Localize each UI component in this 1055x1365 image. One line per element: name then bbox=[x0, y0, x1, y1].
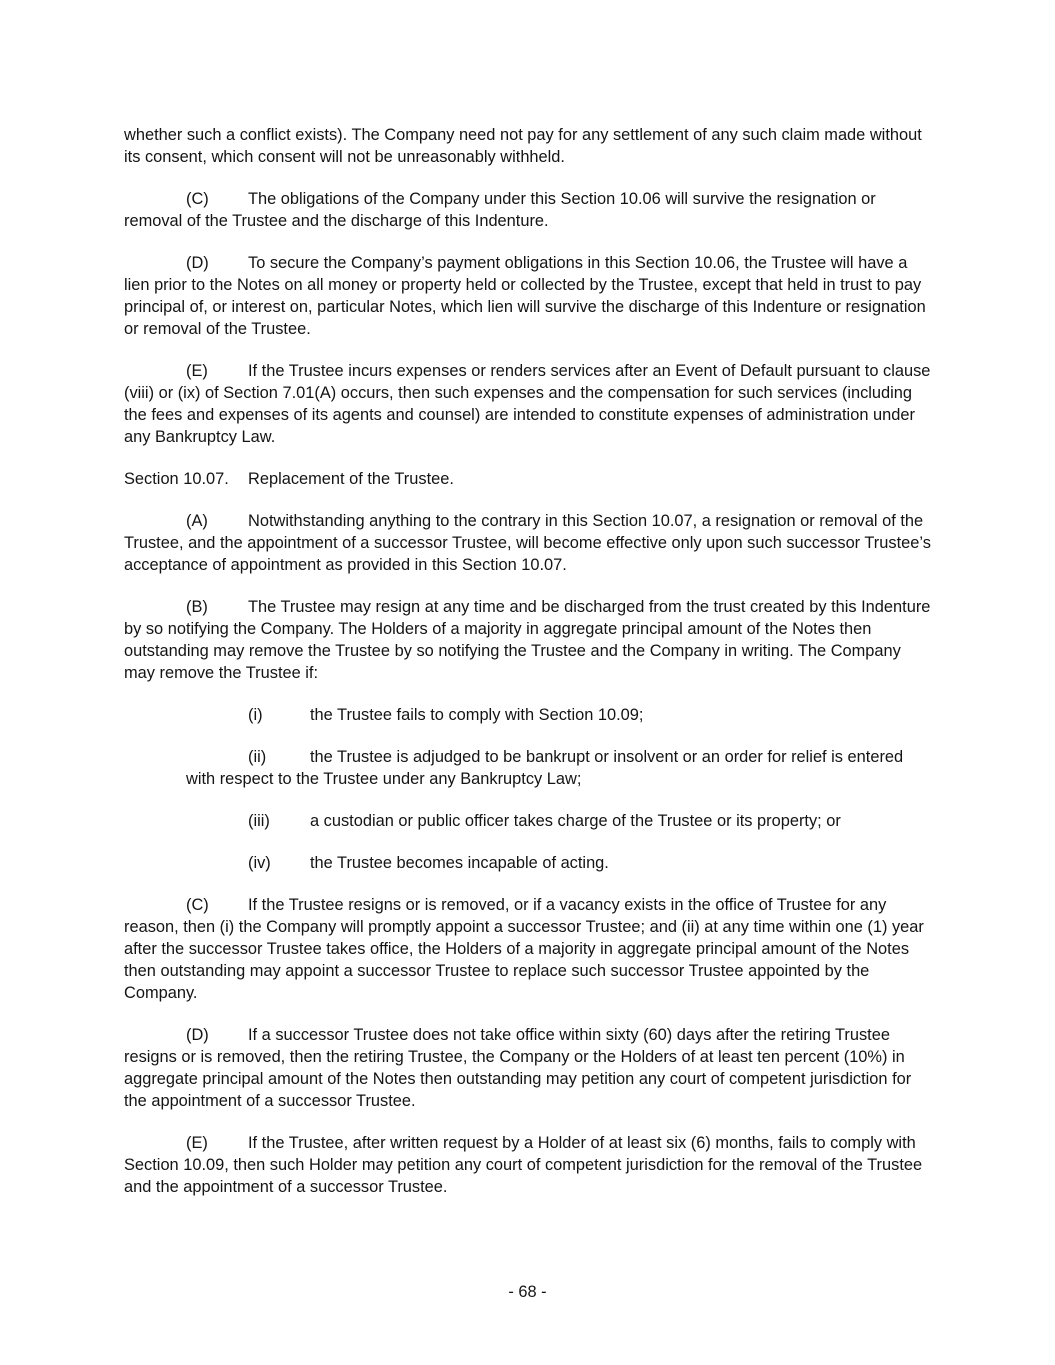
section-heading bbox=[124, 468, 936, 490]
sub-item-text: the Trustee is adjudged to be bankrupt or insolvent or an order for relief is entered with respect to the Trustee under any Bankruptcy Law; bbox=[186, 748, 904, 788]
paragraph-label: (C) bbox=[186, 190, 209, 208]
paragraph-label: (C) bbox=[186, 896, 209, 914]
paragraph-label: (E) bbox=[186, 1134, 208, 1152]
paragraph-label: (D) bbox=[186, 254, 209, 272]
paragraph-10-06-c bbox=[124, 188, 936, 232]
sub-item-text: a custodian or public officer takes charge of the Trustee or its property; or bbox=[310, 812, 841, 830]
sub-item-text: the Trustee becomes incapable of acting. bbox=[310, 854, 609, 872]
paragraph-text: The obligations of the Company under this Section 10.06 will survive the resignation or removal of the Trustee and the discharge of this Indenture. bbox=[124, 190, 876, 230]
sub-item-text: the Trustee fails to comply with Section 10.09; bbox=[310, 706, 644, 724]
sub-item-iv bbox=[186, 852, 936, 874]
paragraph-text: The Trustee may resign at any time and be discharged from the trust created by this Indenture by so notifying the Company. The Holders of a majority in aggregate principal amount of the Notes then outstanding may remove the Trustee by so notifying the Trustee and the Company in writing. The Company may remove the Trustee if: bbox=[124, 598, 931, 682]
section-title: Replacement of the Trustee. bbox=[248, 470, 454, 488]
paragraph-label: (E) bbox=[186, 362, 208, 380]
sub-item-i bbox=[186, 704, 936, 726]
sub-item-ii bbox=[186, 746, 936, 790]
paragraph-text: If a successor Trustee does not take office within sixty (60) days after the retiring Trustee resigns or is removed, then the retiring Trustee, the Company or the Holders of at least ten percent (10%) in aggregate principal amount of the Notes then outstanding may petition any court of competent jurisdiction for the appointment of a successor Trustee. bbox=[124, 1026, 912, 1110]
paragraph-10-07-d bbox=[124, 1024, 936, 1112]
paragraph-text: If the Trustee, after written request by a Holder of at least six (6) months, fails to comply with Section 10.09, then such Holder may petition any court of competent jurisdiction for the removal of the Trustee and the appointment of a successor Trustee. bbox=[124, 1134, 923, 1196]
paragraph-text: If the Trustee incurs expenses or renders services after an Event of Default pursuant to clause (viii) or (ix) of Section 7.01(A) occurs, then such expenses and the compensation for such services (including the fees and expenses of its agents and counsel) are intended to constitute expenses of administration under any Bankruptcy Law. bbox=[124, 362, 931, 446]
paragraph-text: Notwithstanding anything to the contrary in this Section 10.07, a resignation or removal of the Trustee, and the appointment of a successor Trustee, will become effective only upon such successor Trustee’s acceptance of appointment as provided in this Section 10.07. bbox=[124, 512, 931, 574]
paragraph-10-06-e bbox=[124, 360, 936, 448]
continuation-paragraph: whether such a conflict exists). The Company need not pay for any settlement of any such claim made without its consent, which consent will not be unreasonably withheld. bbox=[124, 126, 922, 166]
sub-item-label: (iv) bbox=[248, 854, 271, 872]
sub-item-label: (i) bbox=[248, 706, 263, 724]
paragraph-label: (D) bbox=[186, 1026, 209, 1044]
paragraph-10-06-d bbox=[124, 252, 936, 340]
paragraph-10-07-e bbox=[124, 1132, 936, 1198]
paragraph-label: (A) bbox=[186, 512, 208, 530]
document-page bbox=[124, 124, 936, 1218]
paragraph-10-07-a bbox=[124, 510, 936, 576]
paragraph-text: If the Trustee resigns or is removed, or if a vacancy exists in the office of Trustee for any reason, then (i) the Company will promptly appoint a successor Trustee; and (ii) at any time within one (1) year after the successor Trustee takes office, the Holders of a majority in aggregate principal amount of the Notes then outstanding may appoint a successor Trustee to replace such successor Trustee appointed by the Company. bbox=[124, 896, 924, 1002]
sub-item-label: (ii) bbox=[248, 748, 267, 766]
sub-item-label: (iii) bbox=[248, 812, 270, 830]
page-number: - 68 - bbox=[508, 1283, 547, 1301]
paragraph-10-07-c bbox=[124, 894, 936, 1004]
paragraph-label: (B) bbox=[186, 598, 208, 616]
section-number: Section 10.07. bbox=[124, 470, 229, 488]
paragraph-text: To secure the Company’s payment obligations in this Section 10.06, the Trustee will have a lien prior to the Notes on all money or property held or collected by the Trustee, except that held in trust to pay principal of, or interest on, particular Notes, which lien will survive the discharge of this Indenture or resignation or removal of the Trustee. bbox=[124, 254, 926, 338]
sub-item-iii bbox=[186, 810, 936, 832]
paragraph-10-07-b bbox=[124, 596, 936, 684]
